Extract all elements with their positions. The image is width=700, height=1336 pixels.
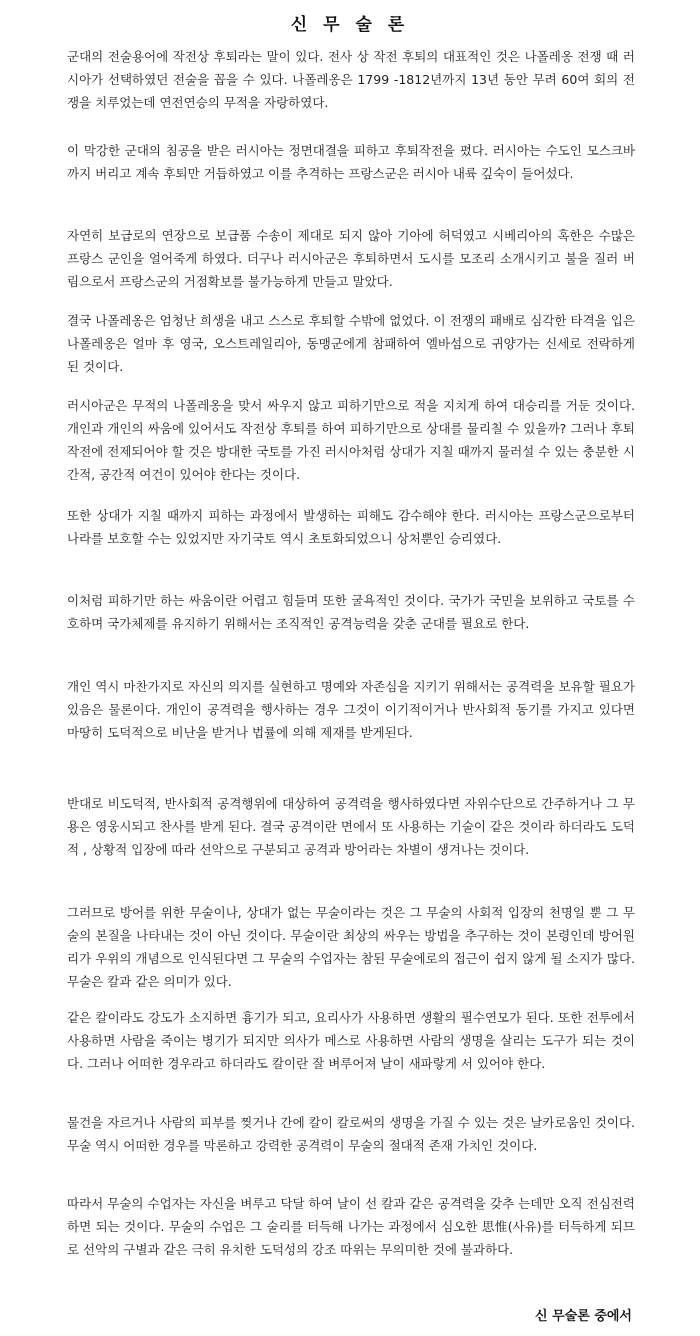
paragraph: 따라서 무술의 수업자는 자신을 벼루고 닥달 하여 날이 선 칼과 같은 공격력을 갖추 는데만 오직 전심전력하면 되는 것이다. 무술의 수업은 그 술리를 터득해 나가는 과정에서 심오한 思惟(사유)를 터득하게 되므로 선악의 구별과 같은 극히 유치한 도덕성의 강조 따위는 무의미한 것에 불과하다.	[67, 1196, 635, 1257]
paragraph: 또한 상대가 지칠 때까지 피하는 과정에서 발생하는 피해도 감수해야 한다. 러시아는 프랑스군으로부터 나라를 보호할 수는 있었지만 자기국토 역시 초토화되었으니 상처뿐인 승리였다.	[67, 508, 635, 546]
paragraph: 개인 역시 마찬가지로 자신의 의지를 실현하고 명예와 자존심을 지키기 위해서는 공격력을 보유할 필요가 있음은 물론이다. 개인이 공격력을 행사하는 경우 그것이 이기적이거나 반사회적 동기를 가지고 있다면 마땅히 도덕적으로 비난을 받거나 법률에 의해 제재를 받게된다.	[67, 679, 635, 740]
paragraph: 같은 칼이라도 강도가 소지하면 흉기가 되고, 요리사가 사용하면 생활의 필수연모가 된다. 또한 전투에서 사용하면 사람을 죽이는 병기가 되지만 의사가 메스로 사용하면 사람의 생명을 살리는 도구가 되는 것이다. 그러나 어떠한 경우라고 하더라도 칼이란 잘 벼루어져 날이 새파랗게 서 있어야 한다.	[67, 1010, 635, 1071]
paragraph: 이처럼 피하기만 하는 싸움이란 어렵고 힘들며 또한 굴욕적인 것이다. 국가가 국민을 보위하고 국토를 수호하며 국가체제를 유지하기 위해서는 조직적인 공격능력을 갖춘 군대를 필요로 한다.	[67, 593, 635, 631]
closing-attribution: 신 무술론 중에서	[535, 1309, 632, 1324]
paragraph: 자연히 보급로의 연장으로 보급품 수송이 제대로 되지 않아 기아에 허덕였고 시베리아의 혹한은 수많은 프랑스 군인을 얼어죽게 하였다. 더구나 러시아군은 후퇴하면서 도시를 모조리 소개시키고 불을 질러 버림으로서 프랑스군의 거점확보를 불가능하게 만들고 말았다.	[67, 228, 635, 289]
paragraph: 반대로 비도덕적, 반사회적 공격행위에 대상하여 공격력을 행사하였다면 자위수단으로 간주하거나 그 무용은 영웅시되고 찬사를 받게 된다. 결국 공격이란 면에서 또 사용하는 기술이 같은 것이라 하더라도 도덕적 , 상황적 입장에 따라 선악으로 구분되고 공격과 방어라는 차별이 생겨나는 것이다.	[67, 796, 635, 857]
paragraph: 물건을 자르거나 사람의 피부를 찢거나 간에 칼이 칼로써의 생명을 가질 수 있는 것은 날카로움인 것이다. 무술 역시 어떠한 경우를 막론하고 강력한 공격력이 무술의 절대적 존재 가치인 것이다.	[67, 1115, 635, 1153]
paragraph: 그러므로 방어를 위한 무술이나, 상대가 없는 무술이라는 것은 그 무술의 사회적 입장의 천명일 뿐 그 무술의 본질을 나타내는 것이 아닌 것이다. 무술이란 최상의 싸우는 방법을 추구하는 것이 본령인데 방어원리가 우위의 개념으로 인식된다면 그 무술의 수업자는 참된 무술에로의 접근이 쉽지 않게 될 소지가 많다. 무술은 칼과 같은 의미가 있다.	[67, 905, 635, 989]
paragraph: 군대의 전술용어에 작전상 후퇴라는 말이 있다. 전사 상 작전 후퇴의 대표적인 것은 나폴레옹 전쟁 때 러시아가 선택하였던 전술을 꼽을 수 있다. 나폴레옹은 1799 -1812년까지 13년 동안 무려 60여 회의 전쟁을 치루었는데 연전연승의 무적을 자랑하였다.	[67, 49, 635, 110]
paragraph: 러시아군은 무적의 나폴레옹을 맞서 싸우지 않고 피하기만으로 적을 지치게 하여 대승리를 거둔 것이다. 개인과 개인의 싸움에 있어서도 작전상 후퇴를 하여 피하기만으로 상대를 물리칠 수 있을까? 그러나 후퇴작전에 전제되어야 할 것은 방대한 국토를 가진 러시아처럼 상대가 지칠 때까지 물러설 수 있는 충분한 시간적, 공간적 여건이 있어야 한다는 것이다.	[67, 398, 635, 482]
paragraph: 결국 나폴레옹은 엄청난 희생을 내고 스스로 후퇴할 수밖에 없었다. 이 전쟁의 패배로 심각한 타격을 입은 나폴레옹은 얼마 후 영국, 오스트레일리아, 동맹군에게 참패하여 엘바섬으로 귀양가는 신세로 전락하게 된 것이다.	[67, 313, 635, 374]
paragraph: 이 막강한 군대의 침공을 받은 러시아는 정면대결을 피하고 후퇴작전을 폈다. 러시아는 수도인 모스크바까지 버리고 계속 후퇴만 거듭하였고 이를 추격하는 프랑스군은 러시아 내륙 깊숙이 들어섰다.	[67, 143, 635, 181]
page-title: 신 무 술 론	[290, 15, 410, 35]
